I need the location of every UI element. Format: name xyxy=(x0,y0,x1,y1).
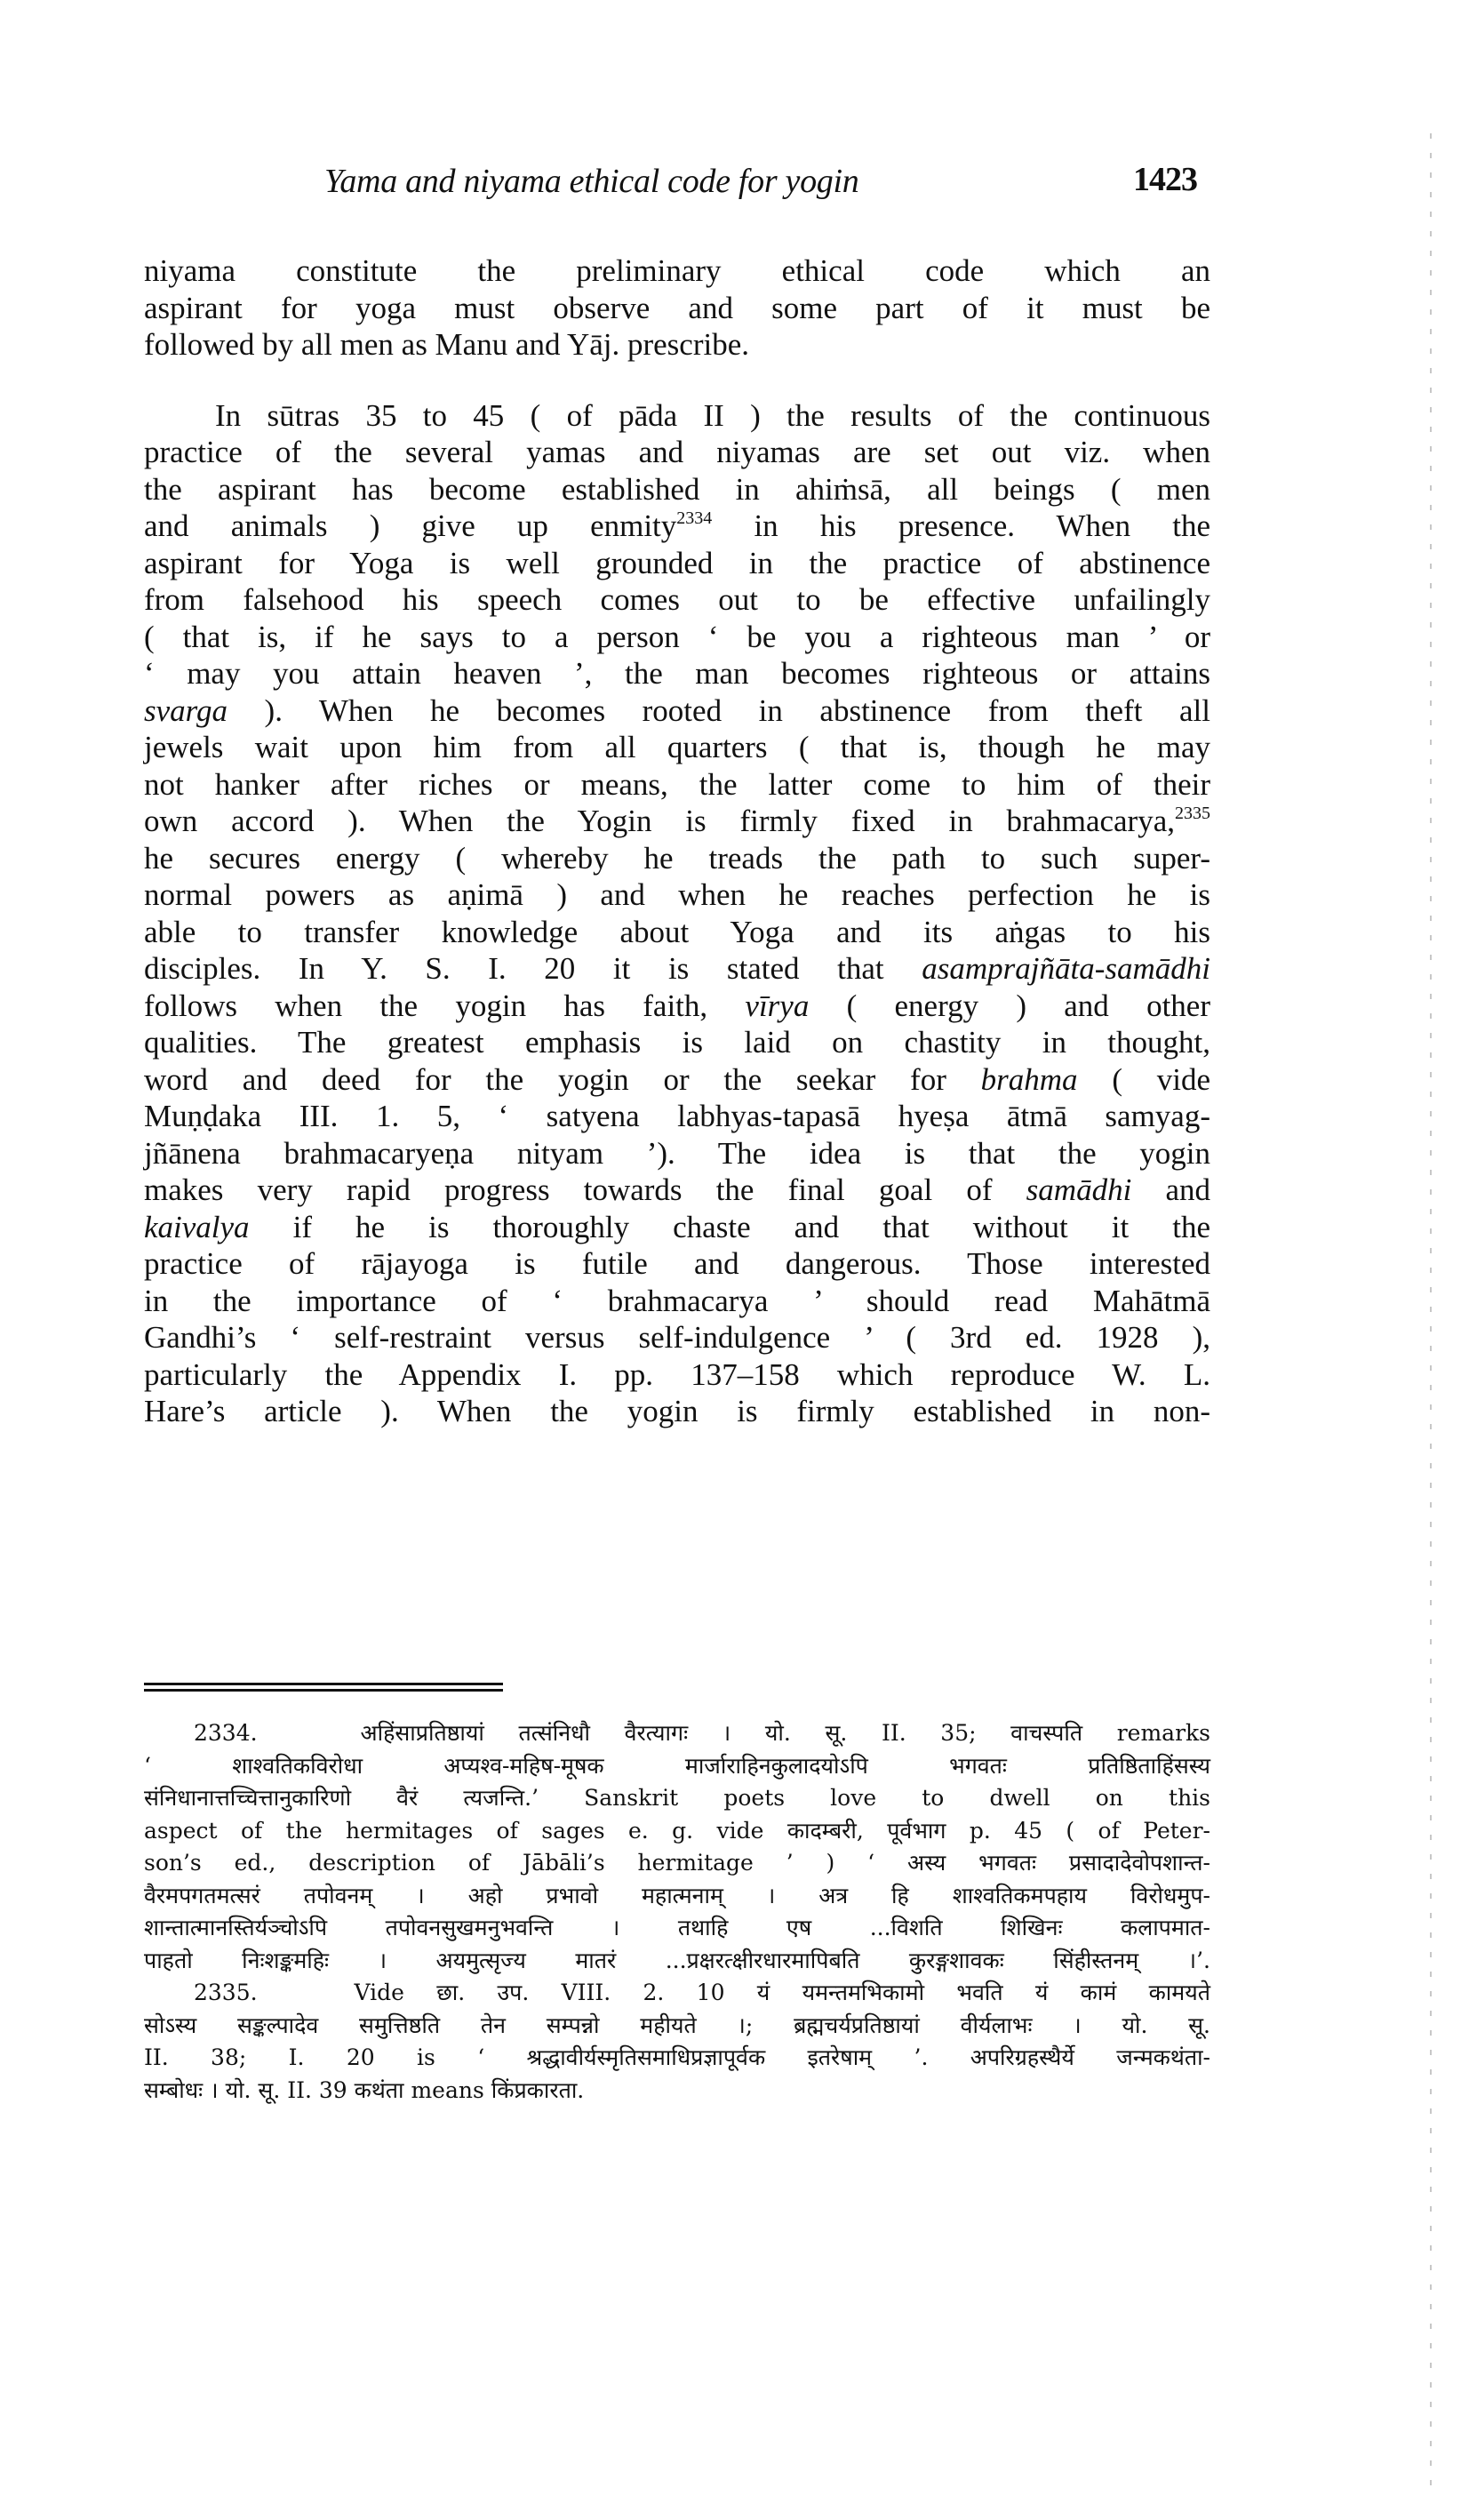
footnote-text: अहिंसाप्रतिष्ठायां तत्संनिधौ वैरत्यागः । यो. सू. II. 35; वाचस्पति remarks xyxy=(360,1720,1210,1746)
text-line xyxy=(144,988,1210,1025)
text-line xyxy=(144,1061,1210,1099)
italic-term: brahma xyxy=(980,1061,1078,1097)
scan-margin-artifact xyxy=(1430,133,1432,2489)
text-line xyxy=(144,692,1210,730)
footnote-2334-line: संनिधानात्तच्चित्तानुकारिणो वैरं त्यजन्ति.’ Sanskrit poets love to dwell on this xyxy=(144,1785,1210,1811)
footnote-ref-2335[interactable]: 2335 xyxy=(1175,804,1210,823)
italic-term: svarga xyxy=(144,692,228,728)
running-title: Yama and niyama ethical code for yogin xyxy=(324,163,859,200)
text-line xyxy=(144,1172,1210,1209)
text-run: and xyxy=(1131,1172,1210,1207)
text-line: jñānena brahmacaryeṇa nityam ’). The idea is that the yogin xyxy=(144,1135,1210,1171)
text-run: ). When he becomes rooted in abstinence from theft all xyxy=(227,692,1210,728)
footnote-2334-line: aspect of the hermitages of sages e. g. vide कादम्बरी, पूर्वभाग p. 45 ( of Peter- xyxy=(144,1817,1210,1844)
text-line: particularly the Appendix I. pp. 137–158 which reproduce W. L. xyxy=(144,1356,1210,1392)
text-run: disciples. In Y. S. I. 20 it is stated that xyxy=(144,951,922,986)
text-line xyxy=(144,1209,1210,1246)
italic-term: samādhi xyxy=(1026,1172,1132,1207)
text-line: not hanker after riches or means, the latter come to him of their xyxy=(144,766,1210,802)
footnote-2334-line: वैरमपगतमत्सरं तपोवनम् । अहो प्रभावो महात्मनाम् । अत्र हि शाश्वतिकमपहाय विरोधमुप- xyxy=(144,1882,1210,1908)
body-text xyxy=(144,252,1210,1430)
text-run: and animals ) give up enmity xyxy=(144,508,677,543)
text-line: he secures energy ( whereby he treads the path to such super- xyxy=(144,840,1210,876)
text-line: Hare’s article ). When the yogin is firmly established in non- xyxy=(144,1394,1210,1428)
text-line: qualities. The greatest emphasis is laid on chastity in thought, xyxy=(144,1025,1210,1060)
text-line xyxy=(144,950,1210,988)
text-line: the aspirant has become established in ahiṁsā, all beings ( men xyxy=(144,471,1210,507)
italic-term: kaivalya xyxy=(144,1209,250,1244)
footnote-2334-line: पाहतो निःशङ्कमहिः । अयमुत्सृज्य मातरं ...प्रक्षरत्क्षीरधारमापिबति कुरङ्गशावकः सिंहीस्तनम् ।’. xyxy=(144,1947,1210,1973)
text-run: word and deed for the yogin or the seekar for xyxy=(144,1061,981,1097)
text-line: niyama constitute the preliminary ethical code which an xyxy=(144,253,1210,288)
footnote-2334-line: शान्तात्मानस्तिर्यञ्चोऽपि तपोवनसुखमनुभवन्ति । तथाहि एष ...विशति शिखिनः कलापमात- xyxy=(144,1915,1210,1940)
text-line: in the importance of ‘ brahmacarya ’ should read Mahātmā xyxy=(144,1283,1210,1318)
text-run: ( energy ) and other xyxy=(809,988,1210,1023)
text-line: aspirant for Yoga is well grounded in the practice of abstinence xyxy=(144,545,1210,580)
text-run: if he is thoroughly chaste and that without it the xyxy=(249,1209,1210,1244)
text-line xyxy=(144,803,1210,840)
text-line: practice of the several yamas and niyamas are set out viz. when xyxy=(144,435,1210,469)
text-run: in his presence. When the xyxy=(712,508,1210,543)
footnotes xyxy=(144,1717,1210,2107)
text-line: able to transfer knowledge about Yoga and its aṅgas to his xyxy=(144,914,1210,949)
text-line: Gandhi’s ‘ self-restraint versus self-indulgence ’ ( 3rd ed. 1928 ), xyxy=(144,1320,1210,1355)
text-run: follows when the yogin has faith, xyxy=(144,988,746,1023)
text-line: In sūtras 35 to 45 ( of pāda II ) the results of the continuous xyxy=(215,397,1210,433)
footnote-2334-line xyxy=(144,1717,1210,1750)
footnote-2335-line xyxy=(144,1977,1210,2010)
text-line: aspirant for yoga must observe and some part of it must be xyxy=(144,290,1210,325)
footnote-2335-line: सम्बोधः । यो. सू. II. 39 कथंता means किंप्रकारता. xyxy=(144,2076,585,2103)
footnote-text: Vide छा. उप. VIII. 2. 10 यं यमन्तमभिकामो भवति यं कामं कामयते xyxy=(354,1980,1210,2005)
text-run: own accord ). When the Yogin is firmly fixed in brahmacarya, xyxy=(144,804,1175,838)
rule-line xyxy=(144,1683,503,1685)
text-run: makes very rapid progress towards the final goal of xyxy=(144,1172,1026,1207)
italic-term: asamprajñāta-samādhi xyxy=(922,951,1210,986)
text-line: followed by all men as Manu and Yāj. prescribe. xyxy=(144,327,749,362)
footnote-number: 2335. xyxy=(194,1980,258,2005)
footnote-2335-line: सोऽस्य सङ्कल्पादेव समुत्तिष्ठति तेन सम्पन्नो महीयते ।; ब्रह्मचर्यप्रतिष्ठायां वीर्यलाभः । यो. सू. xyxy=(144,2012,1210,2038)
text-line: normal powers as aṇimā ) and when he reaches perfection he is xyxy=(144,877,1210,912)
text-line: from falsehood his speech comes out to be effective unfailingly xyxy=(144,582,1210,617)
footnote-2335-line: II. 38; I. 20 is ‘ श्रद्धावीर्यस्मृतिसमाधिप्रज्ञापूर्वक इतरेषाम् ’. अपरिग्रहस्थैर्ये जन्मकथंता- xyxy=(144,2044,1210,2070)
footnote-ref-2334[interactable]: 2334 xyxy=(676,508,713,528)
rule-line xyxy=(144,1689,503,1692)
text-line xyxy=(144,508,1210,545)
page-number: 1423 xyxy=(1133,161,1197,198)
italic-term: vīrya xyxy=(745,988,810,1023)
footnote-separator-rule xyxy=(144,1683,503,1693)
text-line: Muṇḍaka III. 1. 5, ‘ satyena labhyas-tapasā hyeṣa ātmā samyag- xyxy=(144,1099,1210,1133)
footnote-2334-line: son’s ed., description of Jābāli’s hermitage ’ ) ‘ अस्य भगवतः प्रसादादेवोपशान्त- xyxy=(144,1850,1210,1876)
text-run: ( vide xyxy=(1077,1061,1210,1097)
running-head xyxy=(142,162,1209,206)
text-line: ( that is, if he says to a person ‘ be you a righteous man ’ or xyxy=(144,619,1210,654)
text-line: practice of rājayoga is futile and dangerous. Those interested xyxy=(144,1246,1210,1281)
footnote-2334-line: ‘ शाश्वतिकविरोधा अप्यश्व-महिष-मूषक मार्जाराहिनकुलादयोऽपि भगवतः प्रतिष्ठिताहिंसस्य xyxy=(144,1752,1210,1779)
footnote-number: 2334. xyxy=(194,1720,258,1746)
text-line: ‘ may you attain heaven ’, the man becomes righteous or attains xyxy=(144,656,1210,691)
text-line: jewels wait upon him from all quarters ( that is, though he may xyxy=(144,730,1210,764)
paragraph-gap xyxy=(144,364,1210,397)
